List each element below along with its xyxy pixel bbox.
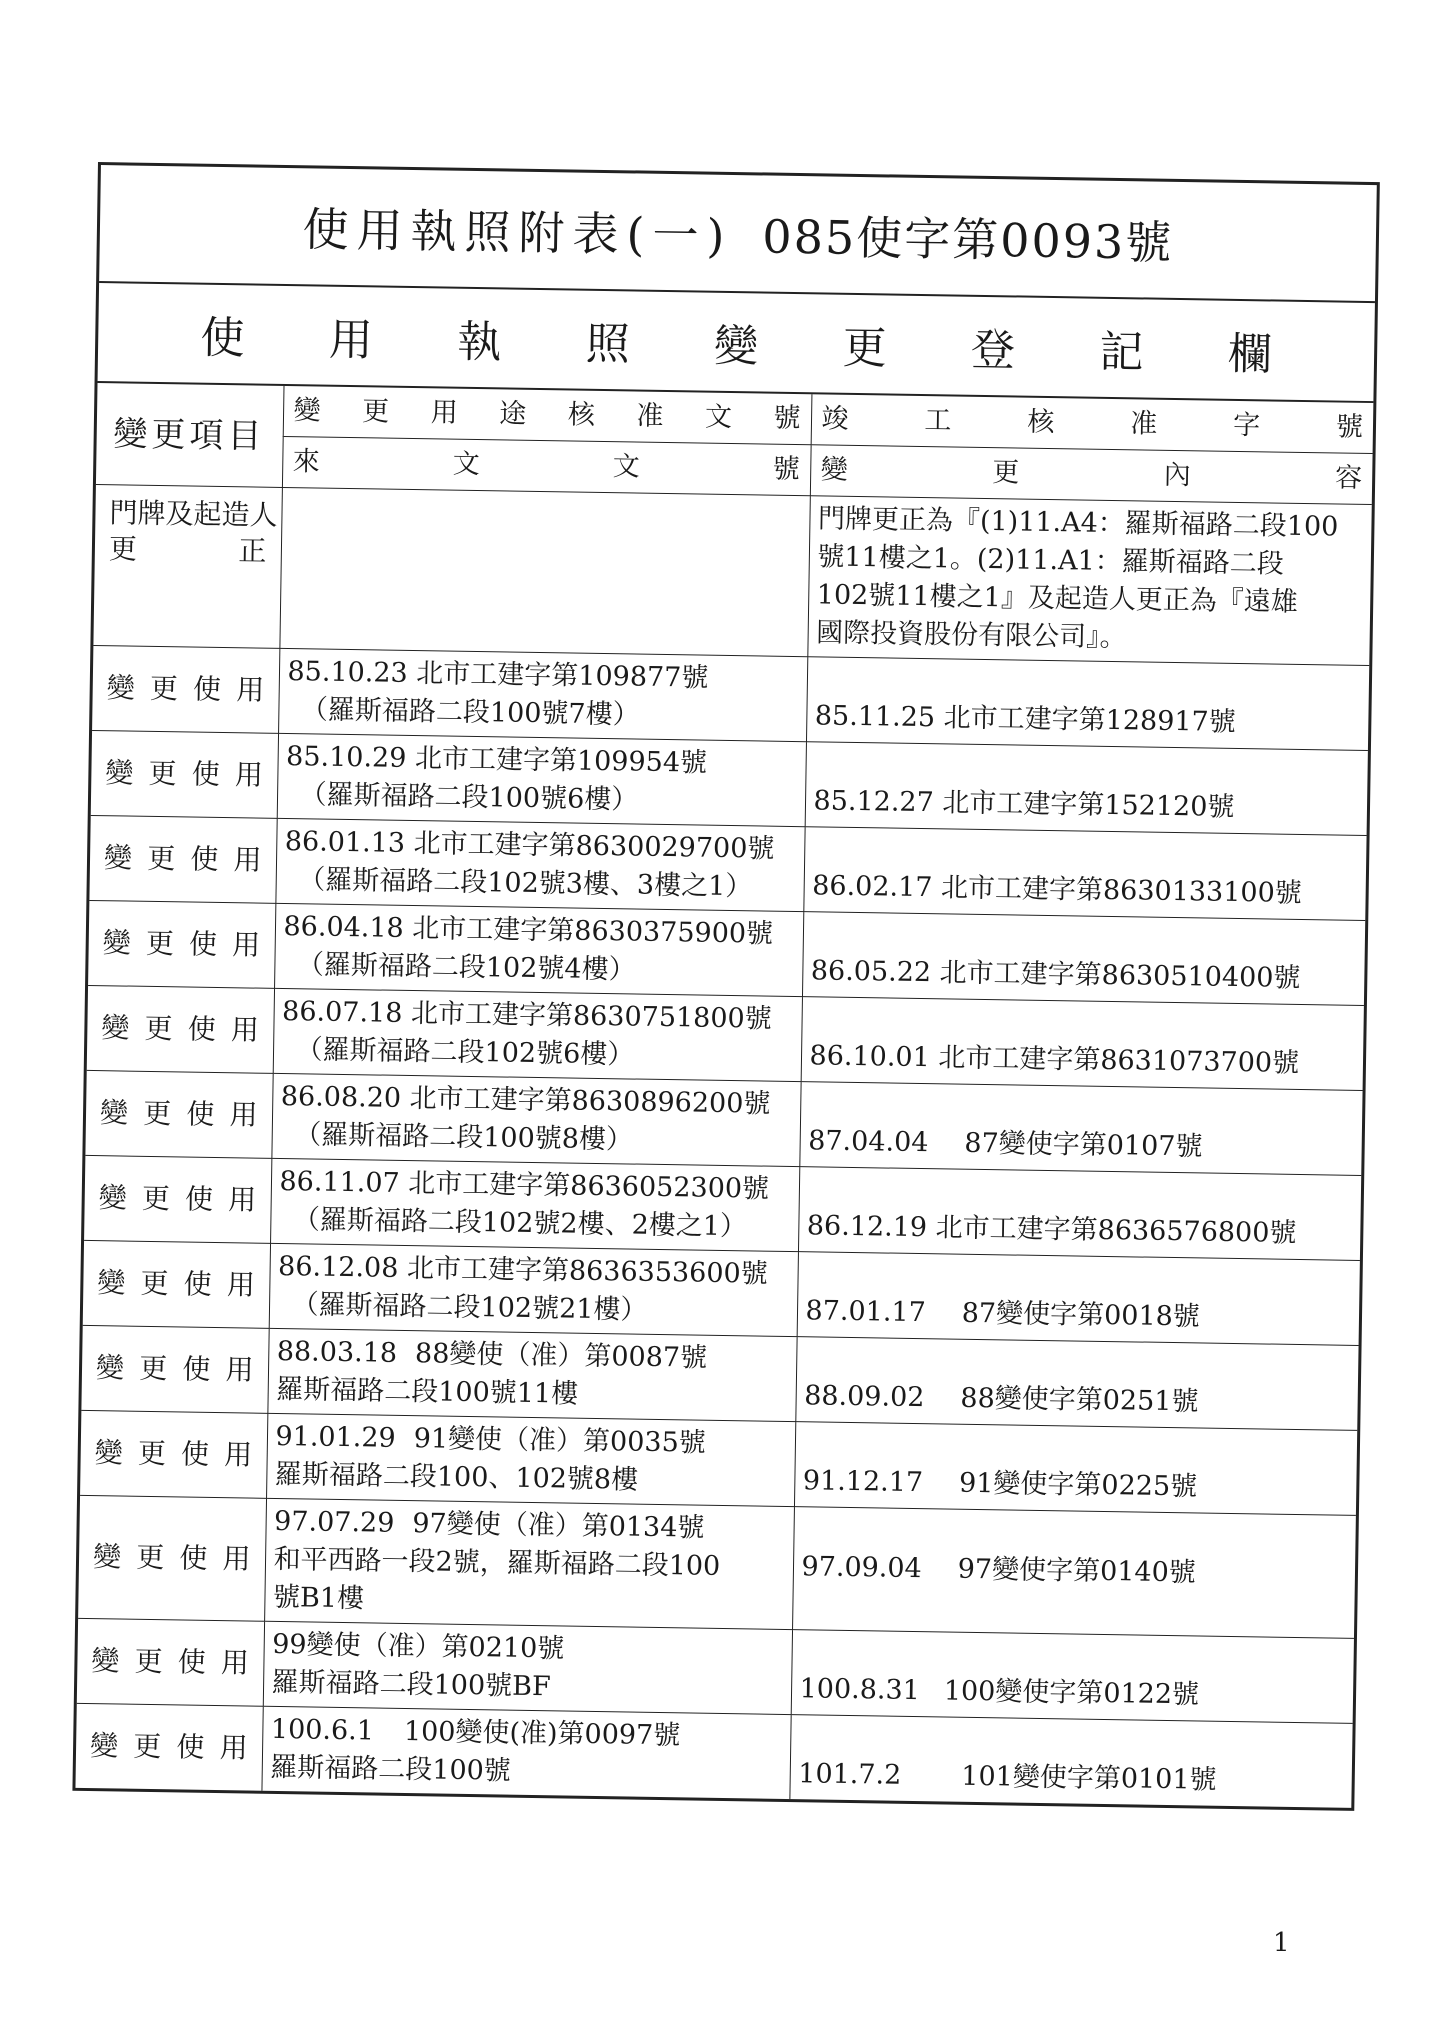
completion-number: 97變使字第0140號 [957, 1553, 1197, 1589]
row-completion [792, 1507, 1356, 1639]
row-application [275, 818, 804, 911]
application-line: 85.10.29 北市工建字第109954號 [285, 741, 708, 779]
row-completion: 85.12.27 北市工建字第152120號 [805, 742, 1368, 836]
row-application [264, 1498, 794, 1629]
row-label: 變更使用 [92, 645, 279, 733]
row-completion [794, 1422, 1357, 1516]
application-number: 91變使（准）第0035號 [413, 1423, 707, 1459]
completion-number: 91變使字第0225號 [958, 1467, 1198, 1503]
row-application [261, 1706, 790, 1799]
application-address: （羅斯福路二段102號4樓） [296, 949, 636, 986]
table-row [78, 1495, 1356, 1638]
row-completion: 86.10.01 北市工建字第8631073700號 [801, 997, 1364, 1091]
row-label: 變更使用 [88, 900, 275, 988]
application-date: 88.03.18 [276, 1335, 398, 1369]
subtitle-char: 變 [713, 320, 759, 373]
application-line: 86.01.13 北市工建字第8630029700號 [284, 826, 775, 865]
application-number: 88變使（准）第0087號 [414, 1338, 708, 1374]
row-completion: 86.02.17 北市工建字第8630133100號 [803, 827, 1366, 921]
subtitle-char: 執 [456, 316, 502, 369]
subtitle-char: 更 [842, 322, 887, 375]
row-label: 變更使用 [85, 1070, 272, 1158]
row-label: 變更使用 [87, 985, 274, 1073]
page-number: 1 [1273, 1928, 1290, 1958]
correction-label-line1: 門牌及起造人 [109, 496, 278, 532]
correction-content-line: 號11樓之1。(2)11.A1：羅斯福路二段 [817, 541, 1284, 580]
document-title [99, 165, 1377, 303]
completion-date: 87.04.04 [807, 1125, 929, 1159]
correction-label-line2: 更正 [108, 532, 267, 568]
correction-empty-cell [279, 487, 809, 656]
application-line: 86.11.07 北市工建字第8636052300號 [279, 1165, 770, 1205]
application-address: （羅斯福路二段100號7樓） [300, 694, 640, 731]
completion-date: 88.09.02 [803, 1380, 925, 1414]
header-change-item: 變更項目 [96, 383, 284, 487]
row-completion [789, 1715, 1352, 1808]
completion-number: 101變使字第0101號 [961, 1760, 1217, 1796]
completion-date: 91.12.17 [802, 1465, 924, 1499]
row-completion: 86.12.19 北市工建字第8636576800號 [798, 1167, 1361, 1261]
row-application [273, 988, 802, 1081]
application-address: 羅斯福路二段100號BF [271, 1666, 551, 1703]
application-date: 100.6.1 [270, 1713, 375, 1747]
row-label: 變更使用 [77, 1618, 264, 1706]
title-text: 使用執照附表(一) [302, 202, 733, 263]
header-completion-number: 竣工核准字號 [811, 394, 1374, 453]
row-application [274, 903, 803, 996]
row-label: 變更使用 [80, 1410, 267, 1498]
subtitle-char: 照 [585, 318, 631, 371]
correction-content-line: 102號11樓之1』及起造人更正為『遠雄 [816, 579, 1299, 618]
row-application [277, 733, 806, 826]
application-line: 86.08.20 北市工建字第8630896200號 [280, 1080, 771, 1120]
subtitle-char: 欄 [1227, 328, 1273, 381]
subtitle-char: 使 [200, 312, 245, 365]
header-incoming-number: 來文文號 [282, 436, 811, 495]
license-number: 085使字第0093號 [762, 209, 1174, 270]
subtitle-char: 記 [1099, 326, 1144, 379]
row-completion [797, 1252, 1360, 1346]
application-address: （羅斯福路二段102號21樓） [291, 1289, 648, 1326]
correction-content-line: 門牌更正為『(1)11.A4：羅斯福路二段100 [817, 503, 1339, 543]
correction-content-line: 國際投資股份有限公司』。 [815, 617, 1127, 654]
row-application [263, 1621, 792, 1714]
application-line: 86.07.18 北市工建字第8630751800號 [281, 995, 772, 1035]
application-address: 羅斯福路二段100號 [270, 1751, 512, 1787]
application-line: 85.10.23 北市工建字第109877號 [287, 656, 709, 694]
application-address: （羅斯福路二段102號2樓、2樓之1） [292, 1204, 748, 1243]
subtitle-char: 用 [328, 314, 374, 367]
application-date: 91.01.29 [275, 1420, 396, 1454]
row-application [270, 1158, 799, 1251]
row-completion [799, 1082, 1362, 1176]
completion-date: 101.7.2 [798, 1758, 902, 1791]
registration-table-sheet [72, 162, 1379, 1811]
correction-content [807, 496, 1371, 666]
application-address: 羅斯福路二段100、102號8樓 [274, 1458, 639, 1496]
row-application [266, 1413, 795, 1506]
row-application [267, 1328, 796, 1421]
row-label: 變更使用 [84, 1155, 271, 1243]
row-label: 變更使用 [83, 1240, 270, 1328]
row-completion: 85.11.25 北市工建字第128917號 [806, 657, 1369, 751]
application-line: 86.04.18 北市工建字第8630375900號 [283, 911, 774, 950]
row-completion: 86.05.22 北市工建字第8630510400號 [802, 912, 1365, 1006]
completion-date: 87.01.17 [805, 1295, 927, 1329]
row-application [278, 648, 807, 741]
application-address: （羅斯福路二段100號6樓） [299, 779, 639, 816]
application-address: （羅斯福路二段100號8樓） [294, 1119, 634, 1156]
completion-date: 97.09.04 [801, 1551, 922, 1585]
completion-number: 87變使字第0107號 [964, 1127, 1203, 1163]
completion-number: 100變使字第0122號 [943, 1675, 1200, 1711]
header-change-content: 變更內容 [810, 445, 1373, 505]
completion-date: 100.8.31 [799, 1673, 921, 1707]
application-address: 和平西路一段2號，羅斯福路二段100 [273, 1543, 721, 1582]
completion-number: 87變使字第0018號 [961, 1297, 1201, 1333]
row-completion [795, 1337, 1358, 1431]
row-label: 變更使用 [75, 1703, 262, 1790]
application-date: 97.07.29 [273, 1505, 395, 1539]
application-line: 99變使（准）第0210號 [271, 1628, 565, 1665]
application-address: （羅斯福路二段102號6樓） [295, 1034, 635, 1071]
application-address-cont: 號B1樓 [272, 1581, 365, 1615]
application-number: 97變使（准）第0134號 [412, 1508, 705, 1544]
row-label: 變更使用 [91, 730, 278, 818]
completion-number: 88變使字第0251號 [960, 1382, 1199, 1418]
row-label: 變更使用 [81, 1325, 268, 1413]
application-number: 100變使(准)第0097號 [403, 1716, 681, 1752]
change-registration-table [75, 383, 1373, 1808]
row-application [271, 1073, 800, 1166]
application-address: 羅斯福路二段100號11樓 [275, 1373, 579, 1410]
header-application-number: 變更用途核准文號 [283, 386, 812, 445]
correction-label [93, 485, 282, 649]
row-application [269, 1243, 798, 1336]
row-completion [791, 1630, 1354, 1724]
application-line: 86.12.08 北市工建字第8636353600號 [277, 1250, 768, 1290]
subtitle-char: 登 [970, 324, 1016, 377]
row-label: 變更使用 [78, 1495, 266, 1621]
correction-row [93, 485, 1371, 666]
application-address: （羅斯福路二段102號3樓、3樓之1） [298, 864, 753, 903]
row-label: 變更使用 [89, 815, 276, 903]
